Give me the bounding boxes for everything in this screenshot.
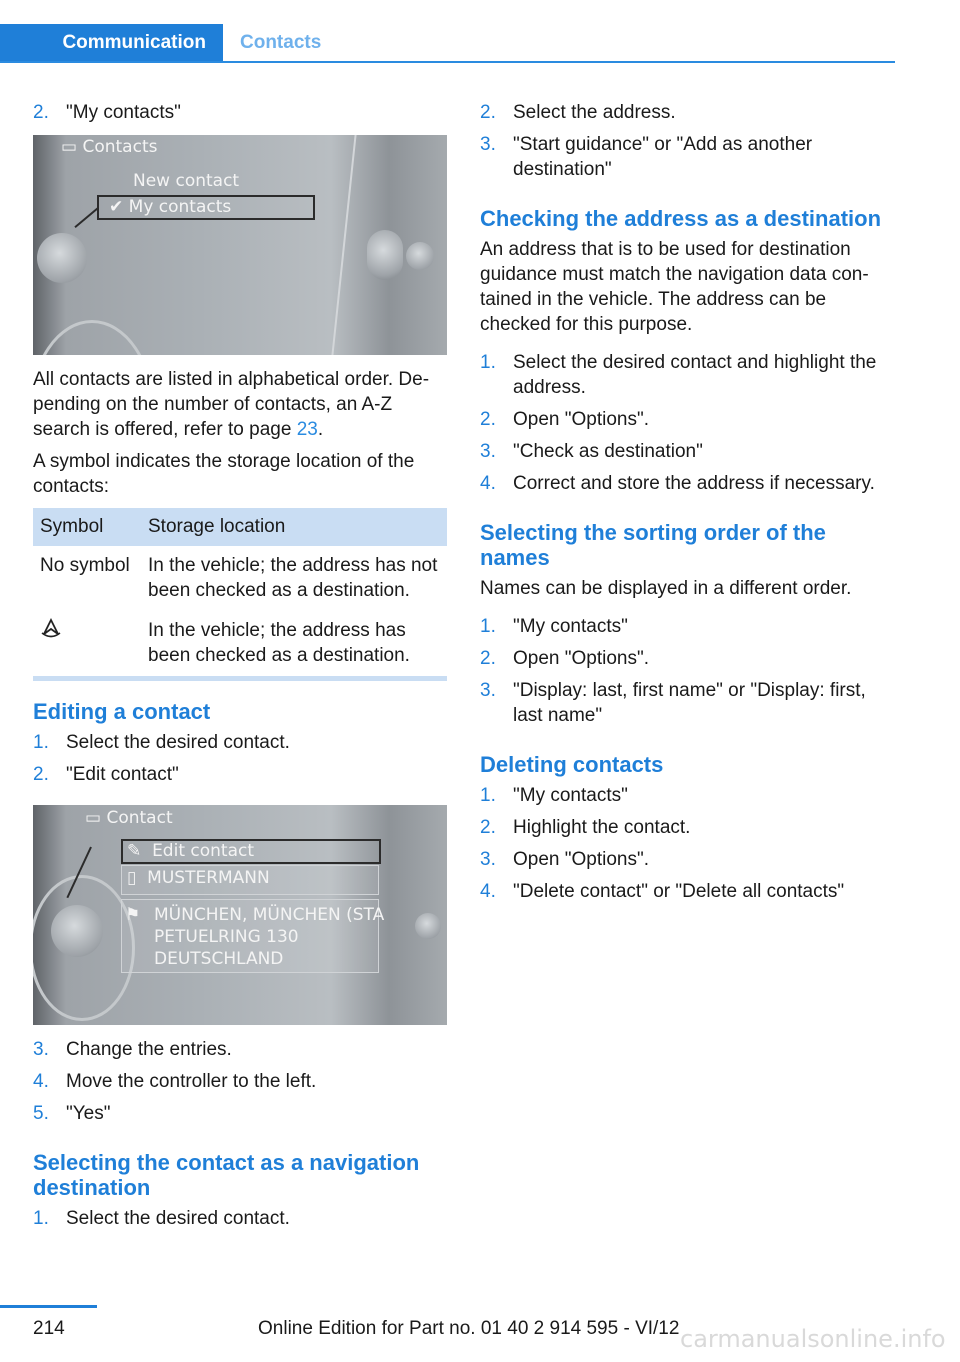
menu-new-contact: New contact <box>133 171 240 191</box>
table-header: Storage location <box>141 508 447 546</box>
page-number: 214 <box>33 1318 65 1339</box>
section-heading: Deleting contacts <box>480 752 664 777</box>
section-heading: Selecting the contact as a navigation destination <box>33 1150 420 1200</box>
table-cell: No symbol <box>40 555 130 576</box>
paragraph: A symbol indicates the storage location of the contacts: <box>33 451 415 497</box>
list-item: 3. Change the entries. <box>33 1039 232 1060</box>
list-item: 3. "Check as destination" <box>480 441 703 462</box>
contacts-menu-screenshot <box>33 135 447 355</box>
list-item: 1. Select the desired contact. <box>33 732 290 753</box>
page-link[interactable]: 23 <box>296 419 318 440</box>
section-tab-communication[interactable]: Communication <box>0 24 223 61</box>
list-item: 3. Open "Options". <box>480 849 650 870</box>
list-item: 1. "My contacts" <box>480 785 628 806</box>
list-item: 1. "My contacts" <box>480 616 628 637</box>
plus-icon <box>415 913 441 939</box>
options-icon <box>406 242 434 270</box>
left-column <box>33 100 447 1238</box>
section-heading: Checking the address as a destination <box>480 206 882 231</box>
storage-table <box>33 508 447 681</box>
menu-edit-contact: ✎ Edit contact <box>127 841 255 861</box>
screen-title: ▭ Contacts <box>61 137 158 157</box>
list-item: 4. "Delete contact" or "Delete all contacts" <box>480 881 845 902</box>
footer-rule <box>0 1305 97 1308</box>
address-line: DEUTSCHLAND <box>154 949 284 969</box>
list-item: 2. "Edit contact" <box>33 764 179 785</box>
paragraph: Names can be displayed in a different order. <box>480 578 852 599</box>
list-item: 2. Select the address. <box>480 102 676 123</box>
contact-name: ▯ MUSTERMANN <box>127 868 270 888</box>
list-item: 4. Move the controller to the left. <box>33 1071 317 1092</box>
list-item: 3. "Start guidance" or "Add as another destination" <box>480 134 813 180</box>
edit-contact-screenshot <box>33 805 447 1025</box>
notes-icon <box>367 230 403 280</box>
list-item: 5. "Yes" <box>33 1103 111 1124</box>
address-icon: ⚑ <box>125 905 141 925</box>
step-text: "My contacts" <box>66 102 181 123</box>
table-row <box>33 611 447 676</box>
paragraph: All contacts are listed in alphabetical order. Depending on the number of contacts, an A-Z search is offered, refer to page 23. <box>33 369 430 440</box>
list-item: 2. Highlight the contact. <box>480 817 691 838</box>
list-item: 1. Select the desired contact and highlight the address. <box>480 352 877 398</box>
right-column <box>480 100 896 911</box>
menu-my-contacts: ✔ My contacts <box>109 197 232 217</box>
step-number: 2. <box>33 102 49 123</box>
list-item <box>33 100 447 125</box>
table-row <box>33 546 447 611</box>
section-tab-contacts[interactable]: Contacts <box>240 32 322 53</box>
controller-knob-icon <box>51 905 103 957</box>
section-heading: Selecting the sorting order of the names <box>480 520 826 570</box>
watermark: carmanualsonline.info <box>680 1325 946 1353</box>
list-item: 4. Correct and store the address if necessary. <box>480 473 875 494</box>
screen-title: ▭ Contact <box>85 808 173 828</box>
section-heading: Editing a contact <box>33 699 211 724</box>
address-line: PETUELRING 130 <box>154 927 299 947</box>
controller-knob-icon <box>37 233 87 283</box>
list-item: 1. Select the desired contact. <box>33 1208 290 1229</box>
list-item: 2. Open "Options". <box>480 648 650 669</box>
table-header: Symbol <box>33 508 141 546</box>
address-line: MÜNCHEN, MÜNCHEN (STA <box>154 905 385 925</box>
destination-checked-icon <box>33 611 141 676</box>
paragraph: An address that is to be used for destination guidance must match the navigation data contained in the vehicle. The address can be checked for this purpose. <box>480 239 869 335</box>
edition-note: Online Edition for Part no. 01 40 2 914 595 - VI/12 <box>258 1318 680 1339</box>
list-item: 3. "Display: last, first name" or "Display: first, last name" <box>480 680 866 726</box>
table-cell: In the vehicle; the address has not been checked as a destination. <box>148 555 438 601</box>
list-item: 2. Open "Options". <box>480 409 650 430</box>
table-cell: In the vehicle; the address has been checked as a destination. <box>148 620 410 666</box>
page-header <box>0 24 895 63</box>
